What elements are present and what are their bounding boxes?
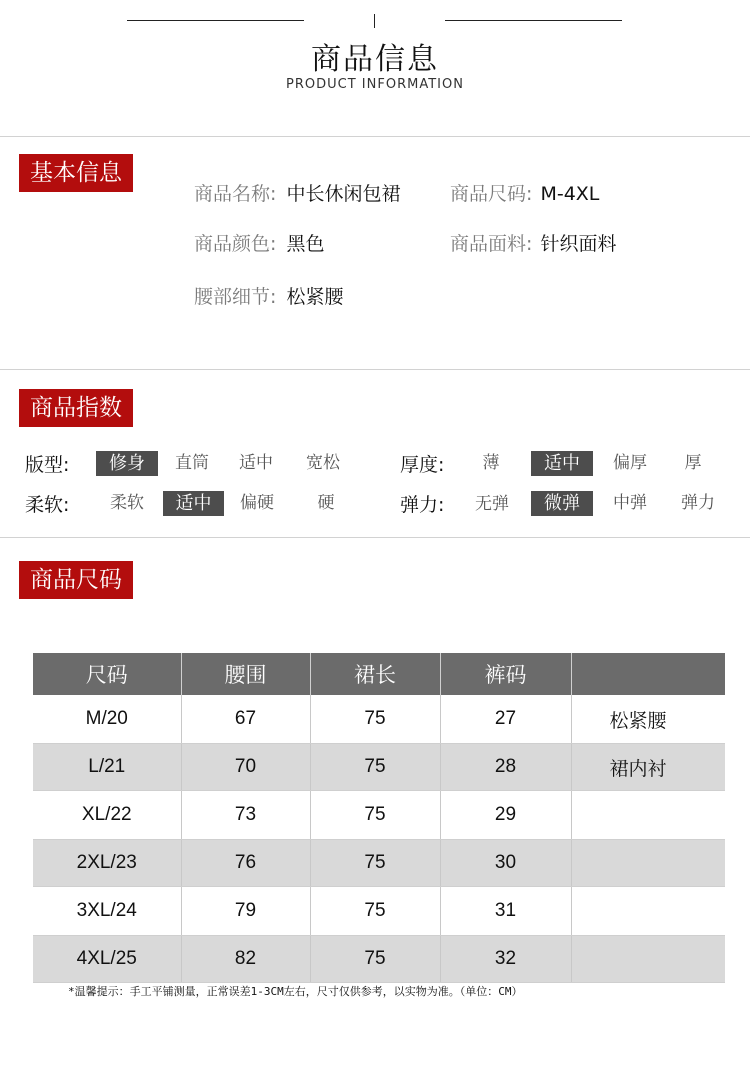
size-table xyxy=(33,653,725,983)
cell-length: 75 xyxy=(310,887,440,936)
header-line-left xyxy=(127,20,304,21)
cell-size: L/21 xyxy=(33,744,181,791)
softness-label: 柔软: xyxy=(25,494,70,516)
measurement-note: *温馨提示：手工平铺测量，正常误差1-3CM左右，尺寸仅供参考，以实物为准。（单位：CM） xyxy=(68,985,523,998)
fit-label: 版型: xyxy=(25,454,70,476)
cell-note: 松紧腰 xyxy=(571,695,725,744)
cell-pants: 27 xyxy=(440,695,571,744)
cell-pants: 31 xyxy=(440,887,571,936)
info-color-value: 黑色 xyxy=(286,233,325,255)
cell-length: 75 xyxy=(310,840,440,887)
table-row xyxy=(33,744,725,791)
cell-waist: 70 xyxy=(181,744,310,791)
cell-length: 75 xyxy=(310,936,440,983)
page-subtitle: PRODUCT INFORMATION xyxy=(286,77,464,92)
info-size-value: M-4XL xyxy=(540,183,600,205)
thickness-label: 厚度: xyxy=(400,454,445,476)
softness-option-stiff: 硬 xyxy=(317,493,335,513)
cell-waist: 73 xyxy=(181,791,310,840)
header-waist: 腰围 xyxy=(181,653,310,695)
info-waist-label: 腰部细节: xyxy=(194,286,277,308)
elasticity-option-medium: 中弹 xyxy=(613,493,647,513)
table-row xyxy=(33,887,725,936)
info-fabric xyxy=(450,229,616,256)
cell-size: M/20 xyxy=(33,695,181,744)
cell-waist: 79 xyxy=(181,887,310,936)
info-name xyxy=(194,179,400,206)
softness-option-stiffish: 偏硬 xyxy=(240,493,274,513)
elasticity-option-elastic: 弹力 xyxy=(681,493,715,513)
header-skirt-length: 裙长 xyxy=(310,653,440,695)
header-size: 尺码 xyxy=(33,653,181,695)
elasticity-label: 弹力: xyxy=(400,494,445,516)
info-waist-value: 松紧腰 xyxy=(286,286,344,308)
size-table-header xyxy=(33,653,725,695)
table-row xyxy=(33,840,725,887)
info-size xyxy=(450,179,599,206)
info-fabric-label: 商品面料: xyxy=(450,233,533,255)
section-tag-basic: 基本信息 xyxy=(19,154,133,192)
cell-waist: 76 xyxy=(181,840,310,887)
elasticity-option-slight: 微弹 xyxy=(531,491,593,516)
fit-option-slim: 修身 xyxy=(96,451,158,476)
cell-waist: 67 xyxy=(181,695,310,744)
section-tag-index: 商品指数 xyxy=(19,389,133,427)
softness-option-medium: 适中 xyxy=(163,491,224,516)
info-color xyxy=(194,229,324,256)
header-tick xyxy=(374,14,375,28)
cell-pants: 29 xyxy=(440,791,571,840)
divider-1 xyxy=(0,136,750,137)
info-waist xyxy=(194,282,343,309)
cell-size: XL/22 xyxy=(33,791,181,840)
cell-waist: 82 xyxy=(181,936,310,983)
header-line-right xyxy=(445,20,622,21)
info-fabric-value: 针织面料 xyxy=(540,233,617,255)
elasticity-option-none: 无弹 xyxy=(475,494,509,514)
thickness-option-thickish: 偏厚 xyxy=(613,453,647,473)
table-row xyxy=(33,791,725,840)
cell-note xyxy=(571,791,725,840)
table-row xyxy=(33,695,725,744)
cell-length: 75 xyxy=(310,695,440,744)
cell-note xyxy=(571,840,725,887)
info-name-label: 商品名称: xyxy=(194,183,277,205)
thickness-option-thin: 薄 xyxy=(482,453,500,473)
cell-note xyxy=(571,936,725,983)
fit-option-straight: 直筒 xyxy=(175,453,209,473)
cell-size: 3XL/24 xyxy=(33,887,181,936)
thickness-option-medium: 适中 xyxy=(531,451,593,476)
cell-size: 4XL/25 xyxy=(33,936,181,983)
cell-length: 75 xyxy=(310,744,440,791)
cell-note: 裙内衬 xyxy=(571,744,725,791)
cell-pants: 28 xyxy=(440,744,571,791)
cell-note xyxy=(571,887,725,936)
cell-size: 2XL/23 xyxy=(33,840,181,887)
fit-option-medium: 适中 xyxy=(239,453,273,473)
info-name-value: 中长休闲包裙 xyxy=(286,183,401,205)
cell-pants: 32 xyxy=(440,936,571,983)
divider-2 xyxy=(0,369,750,370)
cell-length: 75 xyxy=(310,791,440,840)
fit-option-loose: 宽松 xyxy=(306,453,340,473)
table-row xyxy=(33,936,725,983)
header-pants-size: 裤码 xyxy=(440,653,571,695)
cell-pants: 30 xyxy=(440,840,571,887)
softness-option-soft: 柔软 xyxy=(110,493,144,513)
thickness-option-thick: 厚 xyxy=(684,453,702,473)
info-color-label: 商品颜色: xyxy=(194,233,277,255)
divider-3 xyxy=(0,537,750,538)
info-size-label: 商品尺码: xyxy=(450,183,533,205)
page-title: 商品信息 xyxy=(311,42,439,77)
section-tag-sizes: 商品尺码 xyxy=(19,561,133,599)
header-notes xyxy=(571,653,725,695)
